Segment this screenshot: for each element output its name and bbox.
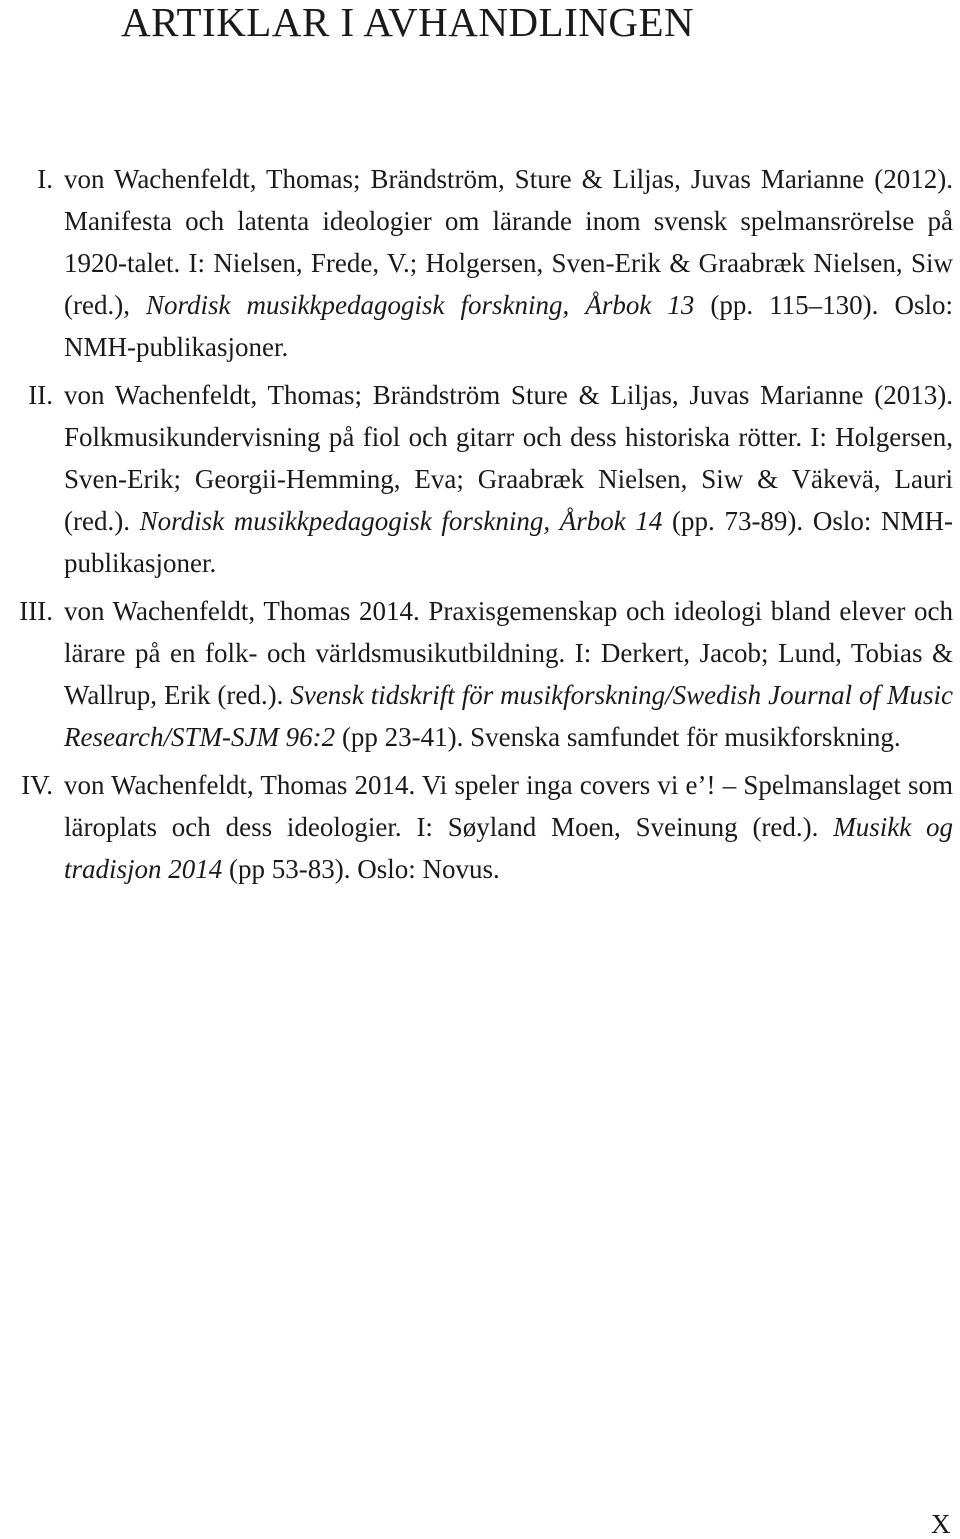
citation-authors-and-details: von Wachenfeldt, Thomas 2014. Vi speler inga covers vi e’! – Spelmanslaget som läroplats och dess ideologier. I: Søyland Moen, Sveinung (red.). — [64, 770, 953, 842]
citation-publication-title: Musikk og tradisjon 2014 — [64, 812, 954, 884]
citation-authors-and-details: von Wachenfeldt, Thomas; Brändström Sture & Liljas, Juvas Marianne (2013). Folkmusikundervisning på fiol och gitarr och dess historiska rötter. I: Holgersen, Sven-Erik; Georgii-Hemming, Eva; Graabræk Nielsen, Siw & Väkevä, Lauri (red.). — [64, 380, 953, 536]
article-entry-4 — [0, 764, 960, 890]
citation-pages-and-publisher: (pp 23-41). Svenska samfundet för musikforskning. — [335, 722, 901, 752]
entry-citation — [64, 590, 953, 758]
citation-pages-and-publisher: (pp. 73-89). Oslo: NMH-publikasjoner. — [64, 506, 953, 578]
entry-citation — [64, 764, 953, 890]
entry-number: I. — [37, 164, 53, 194]
citation-pages-and-publisher: (pp 53-83). Oslo: Novus. — [222, 854, 500, 884]
entry-number: IV. — [21, 770, 53, 800]
citation-publication-title: Nordisk musikkpedagogisk forskning, Årbok 13 — [146, 290, 695, 320]
citation-pages-and-publisher: (pp. 115–130). Oslo: NMH-publikasjoner. — [64, 290, 953, 362]
entry-number: II. — [28, 380, 53, 410]
citation-publication-title: Nordisk musikkpedagogisk forskning, Årbok 14 — [139, 506, 663, 536]
citation-authors-and-details: von Wachenfeldt, Thomas 2014. Praxisgemenskap och ideologi bland elever och lärare på en folk- och världsmusikutbildning. I: Derkert, Jacob; Lund, Tobias & Wallrup, Erik (red.). — [64, 596, 953, 710]
article-entry-1 — [0, 158, 960, 368]
article-entry-3 — [0, 590, 960, 758]
entry-citation — [64, 374, 953, 584]
entry-number: III. — [19, 596, 53, 626]
citation-authors-and-details: von Wachenfeldt, Thomas; Brändström, Sture & Liljas, Juvas Marianne (2012). Manifesta och latenta ideologier om lärande inom svensk spelmansrörelse på 1920-talet. I: Nielsen, Frede, V.; Holgersen, Sven-Erik & Graabræk Nielsen, Siw (red.), — [64, 164, 953, 320]
entry-citation — [64, 158, 953, 368]
page-number: X — [931, 1509, 951, 1539]
page-title: ARTIKLAR I AVHANDLINGEN — [121, 0, 695, 45]
article-list — [0, 158, 960, 896]
citation-publication-title: Svensk tidskrift för musikforskning/Swedish Journal of Music Research/STM-SJM 96:2 — [64, 680, 953, 752]
article-entry-2 — [0, 374, 960, 584]
